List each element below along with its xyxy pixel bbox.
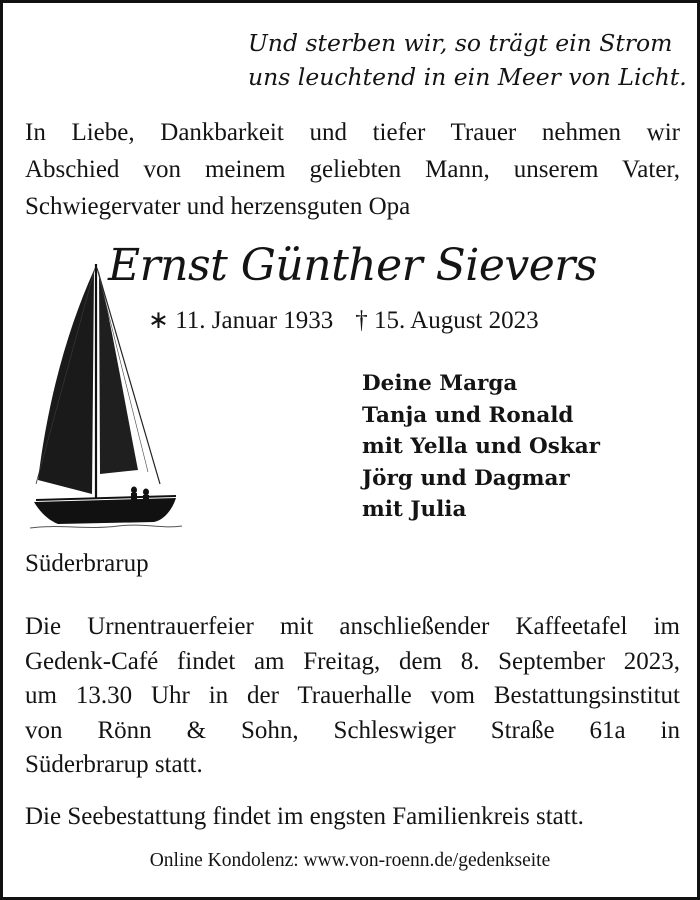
motto-line: uns leuchtend in ein Meer von Licht. xyxy=(248,63,687,91)
ceremony-line: um 13.30 Uhr in der Trauerhalle vom Bestattungsinstitut xyxy=(25,682,680,709)
place-name: Süderbrarup xyxy=(25,550,149,577)
burial-note: Die Seebestattung findet im engsten Familienkreis statt. xyxy=(25,803,584,830)
intro-line: In Liebe, Dankbarkeit und tiefer Trauer nehmen wir xyxy=(25,119,680,146)
signoff-line: mit Julia xyxy=(362,497,467,522)
deceased-name: Ernst Günther Sievers xyxy=(108,240,597,291)
motto-verse xyxy=(248,26,688,94)
ceremony-paragraph xyxy=(25,610,680,783)
intro-line: Schwiegervater und herzensguten Opa xyxy=(25,193,411,220)
sailboat-icon xyxy=(28,258,184,532)
ceremony-line: Die Urnentrauerfeier mit anschließender Kaffeetafel im xyxy=(25,613,680,640)
birth-date: ∗ 11. Januar 1933 xyxy=(148,307,334,334)
signoff-line: Deine Marga xyxy=(362,371,518,396)
ceremony-line: Gedenk-Café findet am Freitag, dem 8. September 2023, xyxy=(25,647,680,675)
signoff-line: Tanja und Ronald xyxy=(362,402,574,428)
signoff-line: mit Yella und Oskar xyxy=(362,434,601,459)
intro-paragraph xyxy=(25,114,680,225)
life-dates xyxy=(148,304,568,338)
ceremony-line: Süderbrarup statt. xyxy=(25,751,203,778)
intro-line: Abschied von meinem geliebten Mann, unserem Vater, xyxy=(25,156,680,183)
motto-line: Und sterben wir, so trägt ein Strom xyxy=(248,29,673,57)
signoff-line: Jörg und Dagmar xyxy=(362,465,570,491)
online-condolence-link[interactable]: Online Kondolenz: www.von-roenn.de/gedenkseite xyxy=(149,850,551,871)
death-date: † 15. August 2023 xyxy=(355,307,539,334)
signoff-list xyxy=(362,368,662,526)
ceremony-line: von Rönn & Sohn, Schleswiger Straße 61a in xyxy=(25,716,680,744)
